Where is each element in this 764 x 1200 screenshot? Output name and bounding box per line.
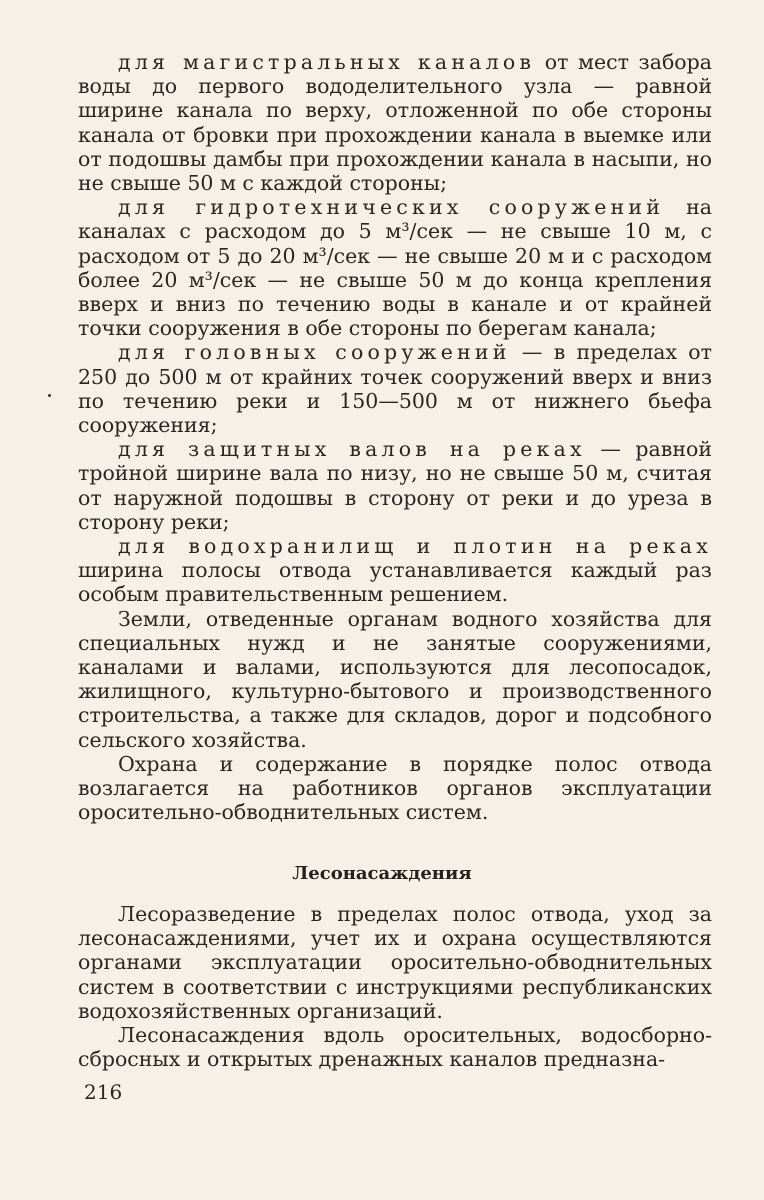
paragraph-lead-spaced: для водохранилищ и плотин на реках — [118, 534, 712, 559]
print-speck — [48, 394, 51, 397]
section-heading: Лесонасаждения — [292, 863, 472, 884]
paragraph-protection-maintenance: Охрана и содержание в порядке полос отвода возлагается на работников органов эксплуатации оросительно-обводнительных систем. — [78, 751, 712, 825]
paragraph-land-use: Земли, отведенные органам водного хозяйства для специальных нужд и не занятые сооружениями, каналами и валами, используются для лесопосадок, жилищного, культурно-бытового и производственного строительства, а также для складов, дорог и подсобного сельского хозяйства. — [78, 606, 712, 752]
paragraph-lead-spaced: для магистральных каналов — [118, 50, 536, 74]
paragraph-hydraulic-structures — [78, 195, 712, 340]
paragraph-protective-banks — [78, 437, 712, 534]
paragraph-body: — в пределах от 250 до 500 м от крайних точек сооружений вверх и вниз по течению реки и 150—500 м от нижнего бьефа сооружения; — [78, 340, 712, 438]
paragraph-body: на каналах с расходом до 5 м³/сек — не свыше 10 м, с расходом от 5 до 20 м³/сек — не свыше 20 м и с расходом более 20 м³/сек — не свыше 50 м до конца крепления вверх и вниз по течению воды в канале и от крайней точки сооружения в обе стороны по берегам канала; — [78, 195, 712, 341]
page-number: 216 — [84, 1080, 123, 1104]
paragraph-afforestation: Лесоразведение в пределах полос отвода, уход за лесонасаждениями, учет их и охрана осуществляются органами эксплуатации оросительно-обводнительных систем в соответствии с инструкциями республиканских водохозяйственных организаций. — [78, 902, 712, 1023]
paragraph-lead-spaced: для головных сооружений — [118, 340, 511, 365]
paragraph-lead-spaced: для гидротехнических сооружений — [118, 195, 665, 220]
paragraph-head-structures — [78, 340, 712, 437]
paragraph-body: ширина полосы отвода устанавливается каждый раз особым правительственным решением. — [78, 558, 712, 607]
main-text-block — [78, 50, 712, 825]
forestation-text-block — [78, 902, 712, 1071]
paragraph-main-canals — [78, 50, 712, 195]
paragraph-forest-belts: Лесонасаждения вдоль оросительных, водосборно-сбросных и открытых дренажных каналов предназна- — [78, 1023, 712, 1072]
paragraph-body: от мест забора воды до первого вододелительного узла — равной ширине канала по верху, отложенной по обе стороны канала от бровки при прохождении канала в выемке или от подошвы дамбы при прохождении канала в насыпи, но не свыше 50 м с каждой стороны; — [78, 50, 712, 196]
paragraph-reservoirs-dams — [78, 534, 712, 607]
paragraph-body: — равной тройной ширине вала по низу, но не свыше 50 м, считая от наружной подошвы в сторону от реки и до уреза в сторону реки; — [78, 437, 712, 534]
paragraph-lead-spaced: для защитных валов на реках — [118, 437, 586, 462]
